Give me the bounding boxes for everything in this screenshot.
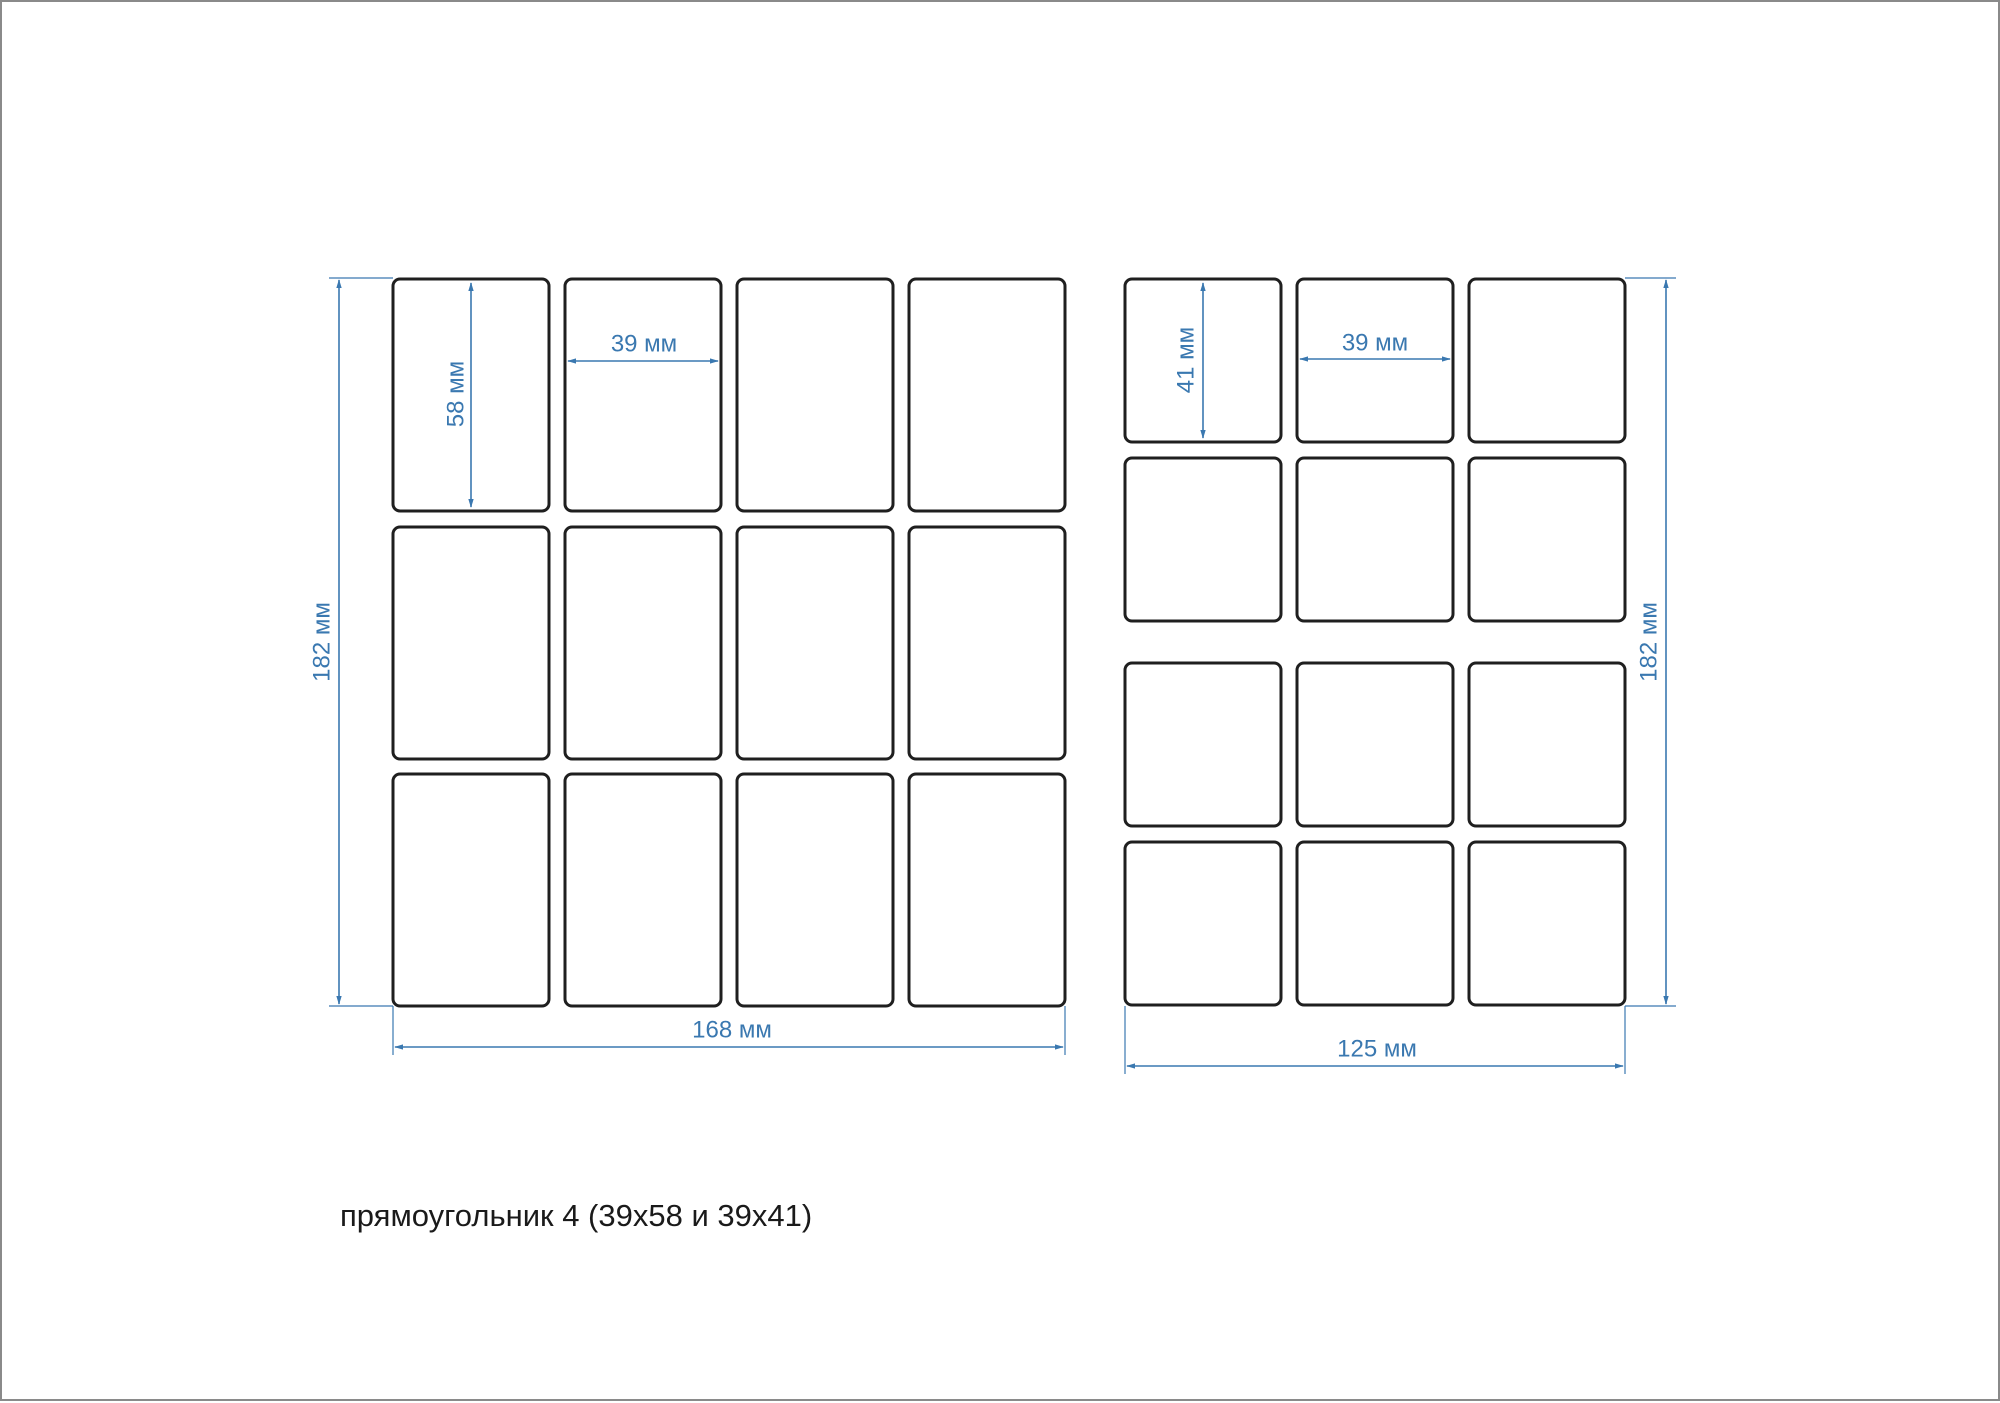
left-cell-r1-c3	[737, 279, 893, 511]
drawing-caption: прямоугольник 4 (39х58 и 39х41)	[340, 1198, 813, 1233]
right-cell-r2-c3	[1469, 458, 1625, 621]
right-total-width-label: 125 мм	[1337, 1035, 1417, 1063]
left-cell-r2-c1	[393, 527, 549, 759]
left-cell-r3-c1	[393, 774, 549, 1006]
right-cell-r2-c2	[1297, 458, 1453, 621]
left-cell-r1-c4	[909, 279, 1065, 511]
left-total-width-label: 168 мм	[692, 1016, 772, 1044]
layout-drawing	[2, 2, 2000, 1403]
right-cell-r3-c3	[1469, 663, 1625, 826]
left-total-height-label: 182 мм	[308, 602, 336, 682]
left-cell-width-label: 39 мм	[610, 330, 678, 358]
right-cell-width-label: 39 мм	[1341, 329, 1409, 357]
right-cell-r3-c1	[1125, 663, 1281, 826]
left-cell-r2-c3	[737, 527, 893, 759]
left-cell-r3-c3	[737, 774, 893, 1006]
right-cell-r4-c3	[1469, 842, 1625, 1005]
right-cell-height-label: 41 мм	[1172, 326, 1200, 394]
cells-layer	[393, 279, 1625, 1006]
right-cell-r1-c3	[1469, 279, 1625, 442]
left-cell-r2-c4	[909, 527, 1065, 759]
right-cell-r4-c2	[1297, 842, 1453, 1005]
right-cell-r3-c2	[1297, 663, 1453, 826]
right-cell-r2-c1	[1125, 458, 1281, 621]
right-cell-r4-c1	[1125, 842, 1281, 1005]
left-cell-r1-c2	[565, 279, 721, 511]
left-cell-r3-c2	[565, 774, 721, 1006]
right-cell-r1-c2	[1297, 279, 1453, 442]
left-cell-height-label: 58 мм	[442, 360, 470, 428]
right-total-height-label: 182 мм	[1635, 602, 1663, 682]
left-cell-r3-c4	[909, 774, 1065, 1006]
left-cell-r2-c2	[565, 527, 721, 759]
